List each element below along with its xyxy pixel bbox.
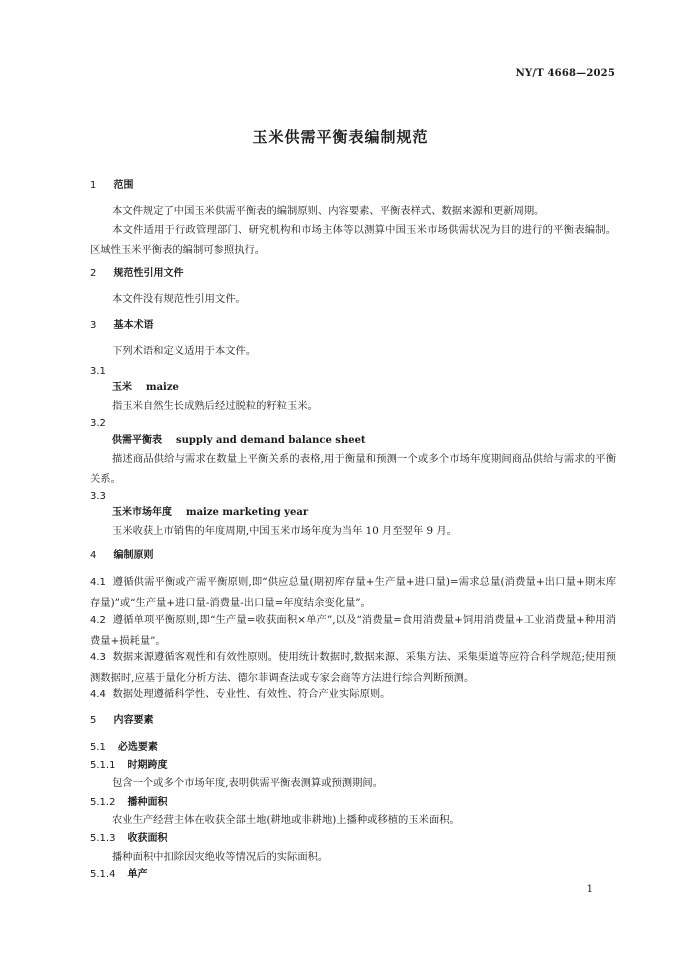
- term-en: maize marketing year: [186, 507, 309, 518]
- clause-5-1-4-heading: [90, 865, 616, 885]
- clause-text: 遵循供需平衡或产需平衡原则,即“供应总量(期初库存量+生产量+进口量)=需求总量(消费量+出口量+期末库存量)”或“生产量+进口量-消费量-出口量=年度结余变化量”。: [90, 576, 617, 609]
- section-1-paragraph-2: 本文件适用于行政管理部门、研究机构和市场主体等以测算中国玉米市场供需状况为目的进行的平衡表编制。区域性玉米平衡表的编制可参照执行。: [90, 224, 616, 256]
- section-label: 编制原则: [113, 550, 154, 561]
- standard-number: NY/T 4668—2025: [515, 68, 615, 79]
- section-1-heading: [90, 176, 616, 196]
- section-label: 规范性引用文件: [113, 268, 184, 279]
- term-cn: 玉米市场年度: [112, 507, 172, 518]
- clause-number: 4.4: [90, 689, 106, 700]
- section-3-heading: [90, 316, 616, 336]
- term-en: supply and demand balance sheet: [176, 435, 366, 446]
- section-3-intro: 下列术语和定义适用于本文件。: [112, 345, 257, 357]
- clause-4-1: [90, 572, 616, 613]
- clause-5-1-3-heading: [90, 829, 616, 849]
- section-4-heading: [90, 546, 616, 566]
- section-number: 5: [90, 715, 97, 726]
- clause-5-1-1-text: 包含一个或多个市场年度,表明供需平衡表测算或预测期间。: [112, 777, 383, 789]
- clause-label: 必选要素: [117, 742, 158, 753]
- clause-number: 5.1: [90, 742, 106, 753]
- section-number: 1: [90, 180, 97, 191]
- clause-4-2: [90, 610, 616, 651]
- section-1-paragraph-1: 本文件规定了中国玉米供需平衡表的编制原则、内容要素、平衡表样式、数据来源和更新周期。: [112, 205, 545, 217]
- document-title: 玉米供需平衡表编制规范: [252, 128, 429, 146]
- clause-label: 收获面积: [127, 833, 168, 844]
- clause-number: 5.1.4: [90, 869, 116, 880]
- section-label: 基本术语: [113, 320, 154, 331]
- term-3-3-definition: 玉米收获上市销售的年度周期,中国玉米市场年度为当年 10 月至翌年 9 月。: [112, 525, 457, 537]
- term-3-1-title: [90, 378, 638, 398]
- clause-text: 数据来源遵循客观性和有效性原则。使用统计数据时,数据来源、采集方法、采集渠道等应符合科学规范;使用预测数据时,应基于量化分析方法、德尔菲调查法或专家会商等方法进行综合判断预测。: [90, 651, 616, 684]
- term-en: maize: [146, 382, 179, 393]
- clause-label: 单产: [127, 869, 148, 880]
- clause-number: 5.1.3: [90, 833, 116, 844]
- clause-number: 3.1: [90, 366, 106, 377]
- clause-5-1-heading: [90, 738, 616, 758]
- page-number: 1: [586, 884, 593, 895]
- clause-text: 数据处理遵循科学性、专业性、有效性、符合产业实际原则。: [112, 688, 391, 700]
- section-number: 3: [90, 320, 97, 331]
- clause-number: 5.1.2: [90, 797, 116, 808]
- clause-number: 4.1: [90, 577, 106, 588]
- section-2-heading: [90, 264, 616, 284]
- term-3-2-title: [90, 431, 638, 451]
- section-5-heading: [90, 711, 616, 731]
- clause-number: 3.2: [90, 418, 106, 429]
- term-3-3-title: [90, 503, 638, 523]
- section-number: 2: [90, 268, 97, 279]
- section-label: 范围: [113, 180, 134, 191]
- clause-number: 4.2: [90, 615, 106, 626]
- section-2-paragraph: 本文件没有规范性引用文件。: [112, 293, 246, 305]
- clause-label: 时期跨度: [127, 760, 168, 771]
- clause-5-1-3-text: 播种面积中扣除因灾绝收等情况后的实际面积。: [112, 851, 329, 863]
- clause-4-4: [90, 684, 616, 705]
- term-3-2-definition: 描述商品供给与需求在数量上平衡关系的表格,用于衡量和预测一个或多个市场年度期间商品供给与需求的平衡关系。: [90, 453, 616, 485]
- section-number: 4: [90, 550, 97, 561]
- clause-number: 3.3: [90, 491, 106, 502]
- term-3-1-definition: 指玉米自然生长成熟后经过脱粒的籽粒玉米。: [112, 400, 318, 412]
- clause-number: 5.1.1: [90, 760, 116, 771]
- section-label: 内容要素: [113, 715, 154, 726]
- clause-label: 播种面积: [127, 797, 168, 808]
- clause-5-1-2-text: 农业生产经营主体在收获全部土地(耕地或非耕地)上播种或移植的玉米面积。: [112, 814, 460, 826]
- term-cn: 玉米: [112, 382, 132, 393]
- clause-text: 遵循单项平衡原则,即“生产量=收获面积×单产”,以及“消费量=食用消费量+饲用消费量+工业消费量+种用消费量+损耗量”。: [90, 614, 616, 647]
- term-cn: 供需平衡表: [112, 435, 162, 446]
- clause-4-3: [90, 647, 616, 688]
- clause-number: 4.3: [90, 652, 106, 663]
